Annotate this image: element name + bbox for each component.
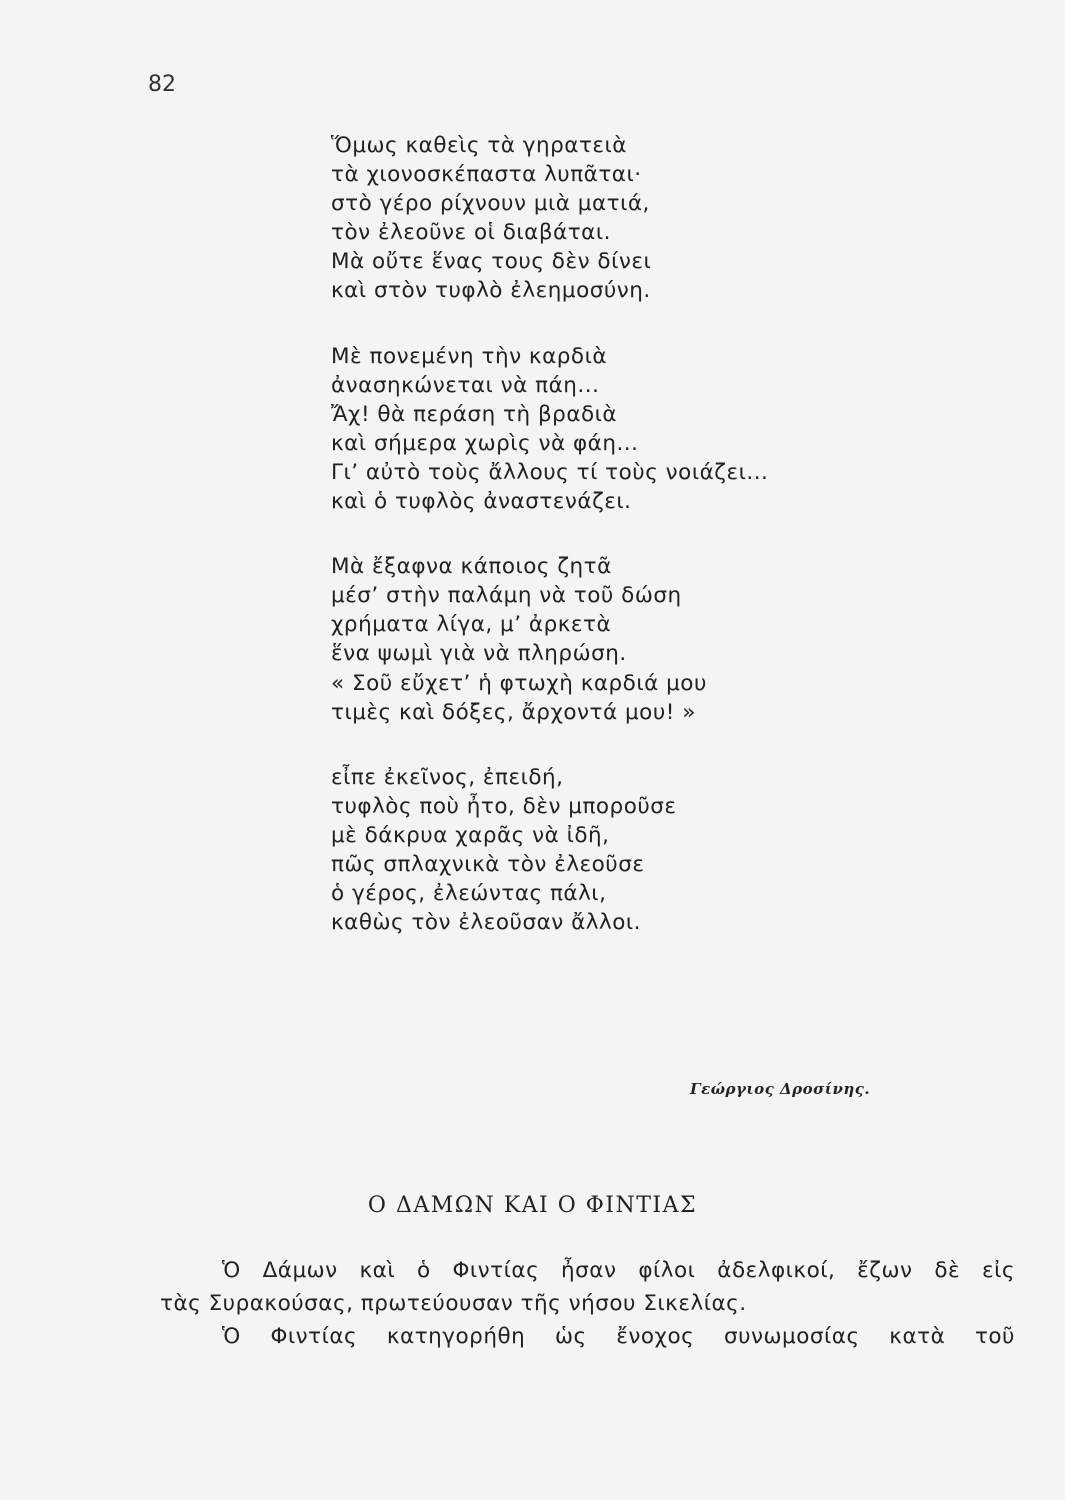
poem-line: ἕνα ψωμὶ γιὰ νὰ πληρώση. (331, 641, 627, 667)
poem-line: μὲ δάκρυα χαρᾶς νὰ ἰδῆ, (331, 822, 610, 848)
poem-line: Ὅμως καθεὶς τὰ γηρατειὰ (331, 133, 627, 158)
section-title: Ο ΔΑΜΩΝ ΚΑΙ Ο ΦΙΝΤΙΑΣ (367, 1193, 698, 1218)
poem-line: χρήματα λίγα, μ’ ἀρκετὰ (331, 612, 612, 638)
poem-stanza-4 (331, 763, 971, 938)
poem (331, 131, 971, 973)
poem-line: ὁ γέρος, ἐλεώντας πάλι, (331, 881, 607, 907)
poem-line: πῶς σπλαχνικὰ τὸν ἐλεοῦσε (331, 851, 645, 877)
prose-line: τὰς Συρακούσας, πρωτεύουσαν τῆς νήσου Σικελίας. (160, 1291, 747, 1316)
poem-line: καὶ ὁ τυφλὸς ἀναστενάζει. (331, 489, 632, 515)
poem-line: καὶ σήμερα χωρὶς νὰ φάη... (331, 430, 639, 456)
poem-line: Γι’ αὐτὸ τοὺς ἄλλους τί τοὺς νοιάζει... (331, 459, 769, 485)
poem-line: Μὰ ἔξαφνα κάποιος ζητᾶ (331, 554, 612, 580)
prose-line: Ὁ Φιντίας κατηγορήθη ὡς ἔνοχος συνωμοσίας κατὰ τοῦ (222, 1324, 1015, 1349)
poem-author: Γεώργιος Δροσίνης. (690, 1080, 871, 1098)
prose-body (160, 1254, 1015, 1353)
poem-line: Ἄχ! θὰ περάση τὴ βραδιὰ (331, 401, 618, 427)
poem-line: τιμὲς καὶ δόξες, ἄρχοντά μου! » (331, 699, 696, 725)
poem-stanza-2 (331, 342, 971, 517)
poem-line: ἀνασηκώνεται νὰ πάη... (331, 372, 600, 398)
poem-line: εἶπε ἐκεῖνος, ἐπειδή, (331, 764, 564, 790)
prose-line: Ὁ Δάμων καὶ ὁ Φιντίας ἦσαν φίλοι ἀδελφικοί, ἔζων δὲ εἰς (222, 1258, 1015, 1283)
poem-line: Μὰ οὔτε ἕνας τους δὲν δίνει (331, 249, 652, 275)
poem-line: τὰ χιονοσκέπαστα λυπᾶται· (331, 162, 642, 188)
poem-line: καὶ στὸν τυφλὸ ἐλεημοσύνη. (331, 278, 651, 304)
poem-line: τὸν ἐλεοῦνε οἱ διαβάται. (331, 220, 611, 246)
poem-line: καθὼς τὸν ἐλεοῦσαν ἄλλοι. (331, 910, 641, 936)
poem-line: Μὲ πονεμένη τὴν καρδιὰ (331, 343, 608, 369)
poem-line: μέσ’ στὴν παλάμη νὰ τοῦ δώση (331, 583, 682, 609)
poem-stanza-3 (331, 552, 971, 727)
poem-line: στὸ γέρο ρίχνουν μιὰ ματιά, (331, 191, 650, 217)
page-number: 82 (148, 72, 176, 97)
poem-line: τυφλὸς ποὺ ἦτο, δὲν μποροῦσε (331, 793, 677, 819)
poem-stanza-1 (331, 131, 971, 306)
poem-line: « Σοῦ εὔχετ’ ἡ φτωχὴ καρδιά μου (331, 670, 707, 696)
